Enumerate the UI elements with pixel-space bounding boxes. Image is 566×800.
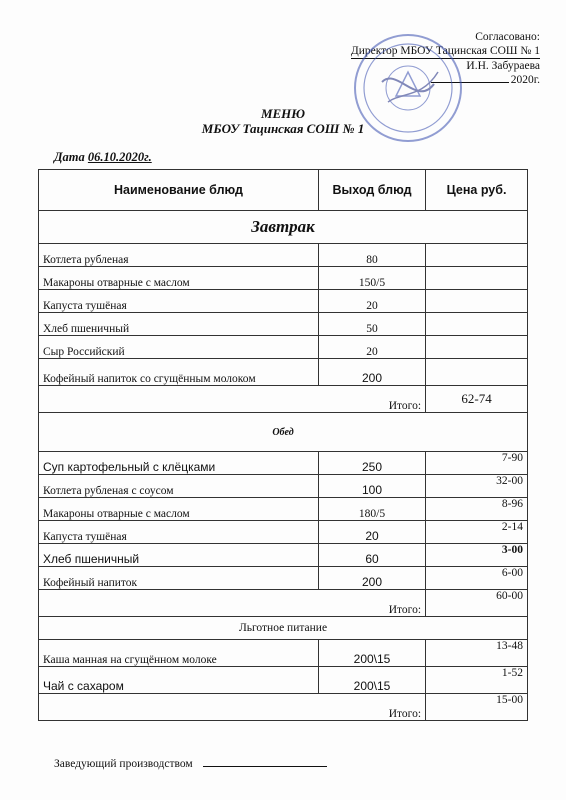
dish-price <box>426 290 528 313</box>
approval-year: 2020г. <box>510 74 540 86</box>
section-breakfast: Завтрак <box>39 211 528 244</box>
table-row <box>39 290 528 313</box>
dish-name: Капуста тушёная <box>39 521 319 544</box>
dish-name: Кофейный напиток <box>39 567 319 590</box>
date-value: 06.10.2020г. <box>87 150 152 164</box>
total-label: Итого: <box>39 694 426 721</box>
dish-name: Хлеб пшеничный <box>39 544 319 567</box>
dish-price: 2-14 <box>426 521 528 544</box>
breakfast-total-price: 62-74 <box>426 386 528 413</box>
dish-name: Сыр Российский <box>39 336 319 359</box>
date-label: Дата <box>54 150 85 164</box>
dish-price <box>426 267 528 290</box>
dish-qty: 20 <box>318 336 425 359</box>
school-title: МБОУ Тацинская СОШ № 1 <box>201 121 365 136</box>
table-row <box>39 475 528 498</box>
dish-name: Капуста тушёная <box>39 290 319 313</box>
dish-qty: 60 <box>318 544 425 567</box>
dish-price: 7-90 <box>426 452 528 475</box>
dish-name: Суп картофельный с клёцками <box>39 452 319 475</box>
dish-qty: 150/5 <box>318 267 425 290</box>
dish-name: Чай с сахаром <box>39 667 319 694</box>
section-lunch: Обед <box>39 413 528 452</box>
table-row <box>39 567 528 590</box>
dish-price <box>426 244 528 267</box>
dish-qty: 20 <box>318 290 425 313</box>
date-line <box>54 150 152 165</box>
breakfast-total-row <box>39 386 528 413</box>
dish-qty: 100 <box>318 475 425 498</box>
total-label: Итого: <box>39 386 426 413</box>
table-row <box>39 452 528 475</box>
dish-name: Котлета рубленая с соусом <box>39 475 319 498</box>
dish-price <box>426 313 528 336</box>
dish-price: 3-00 <box>426 544 528 567</box>
table-header <box>39 170 528 211</box>
dish-price: 13-48 <box>426 640 528 667</box>
dish-price: 6-00 <box>426 567 528 590</box>
footer-signature <box>54 758 327 770</box>
approval-signer: И.Н. Забураева <box>466 60 540 72</box>
table-row <box>39 521 528 544</box>
dish-name: Макароны отварные с маслом <box>39 267 319 290</box>
footer-label: Заведующий производством <box>54 758 193 770</box>
dish-qty: 20 <box>318 521 425 544</box>
dish-qty: 200 <box>318 359 425 386</box>
dish-name: Макароны отварные с маслом <box>39 498 319 521</box>
dish-price: 32-00 <box>426 475 528 498</box>
dish-qty: 180/5 <box>318 498 425 521</box>
dish-name: Каша манная на сгущённом молоке <box>39 640 319 667</box>
dish-name: Котлета рубленая <box>39 244 319 267</box>
menu-table <box>38 169 528 721</box>
dish-price: 1-52 <box>426 667 528 694</box>
dish-qty: 50 <box>318 313 425 336</box>
dish-name: Кофейный напиток со сгущённым молоком <box>39 359 319 386</box>
table-row <box>39 359 528 386</box>
table-row <box>39 498 528 521</box>
dish-qty: 80 <box>318 244 425 267</box>
table-row <box>39 267 528 290</box>
header-dish-name: Наименование блюд <box>39 170 319 211</box>
lunch-total-row <box>39 590 528 617</box>
dish-price <box>426 336 528 359</box>
menu-title: МЕНЮ <box>260 106 306 121</box>
table-row <box>39 313 528 336</box>
header-portion: Выход блюд <box>318 170 425 211</box>
dish-price: 8-96 <box>426 498 528 521</box>
table-row <box>39 544 528 567</box>
table-row <box>39 640 528 667</box>
section-preferential: Льготное питание <box>39 617 528 640</box>
total-label: Итого: <box>39 590 426 617</box>
lunch-total-price: 60-00 <box>426 590 528 617</box>
dish-price <box>426 359 528 386</box>
signature-line <box>203 766 327 767</box>
dish-qty: 200\15 <box>318 667 425 694</box>
dish-qty: 200\15 <box>318 640 425 667</box>
approval-director: Директор МБОУ Тацинская СОШ № 1 <box>350 45 540 57</box>
approval-heading: Согласовано: <box>475 31 540 43</box>
table-row <box>39 336 528 359</box>
dish-qty: 250 <box>318 452 425 475</box>
dish-name: Хлеб пшеничный <box>39 313 319 336</box>
preferential-total-row <box>39 694 528 721</box>
header-price: Цена руб. <box>426 170 528 211</box>
table-row <box>39 244 528 267</box>
preferential-total-price: 15-00 <box>426 694 528 721</box>
table-row <box>39 667 528 694</box>
dish-qty: 200 <box>318 567 425 590</box>
